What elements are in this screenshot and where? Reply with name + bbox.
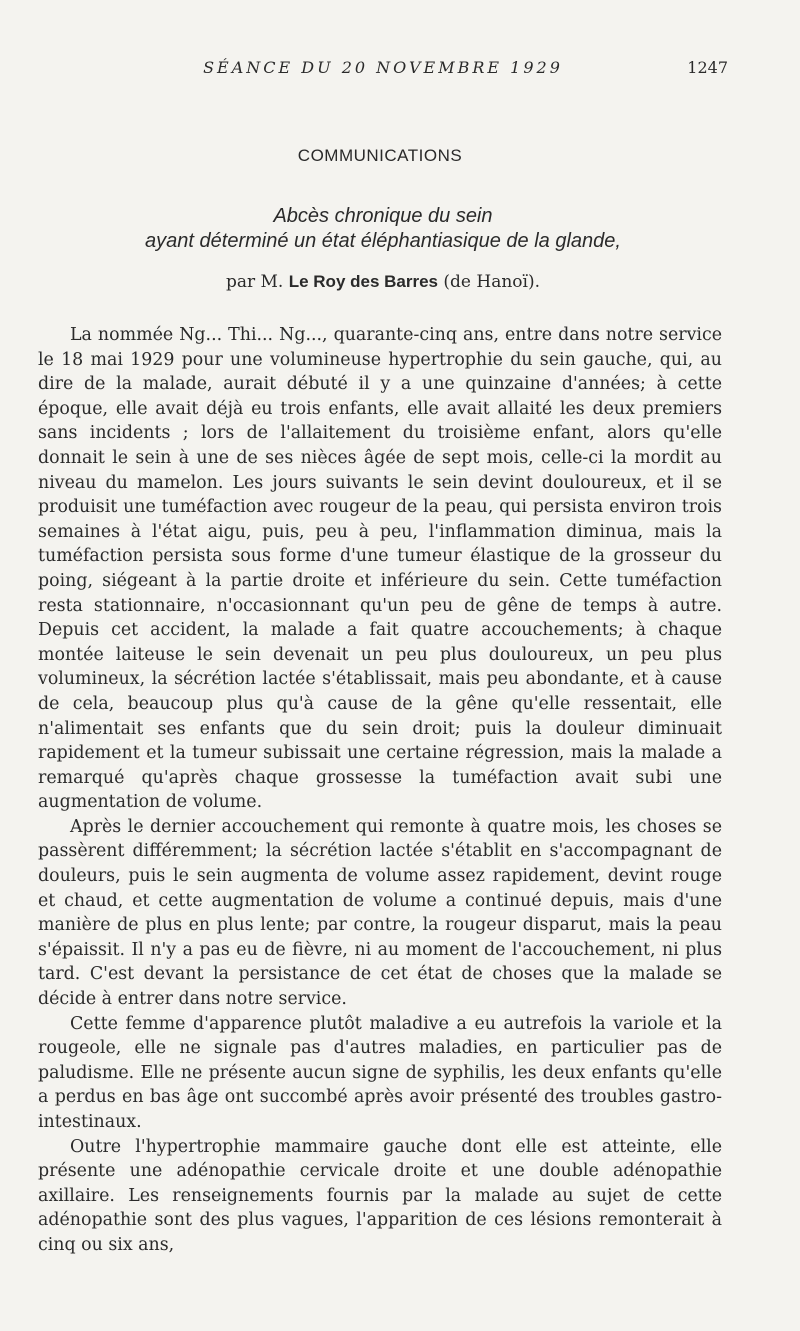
byline: [38, 272, 728, 292]
byline-prefix: par M.: [225, 272, 284, 292]
article-title-line-1: Abcès chronique du sein: [273, 205, 493, 227]
byline-suffix: (de Hanoï).: [443, 272, 541, 292]
section-heading: COMMUNICATIONS: [297, 146, 463, 165]
article-title: [38, 204, 728, 254]
article-title-line-2: ayant déterminé un état éléphantiasique de la glande,: [145, 230, 621, 252]
author-name: Le Roy des Barres: [288, 272, 439, 291]
paragraph: La nommée Ng... Thi... Ng..., quarante-cinq ans, entre dans notre service le 18 mai 1929 pour une volumineuse hypertrophie du sein gauche, qui, au dire de la malade, aurait débuté il y a une quinzaine d'années; à cette époque, elle avait déjà eu trois enfants, elle avait allaité les deux premiers sans incidents ; lors de l'allaitement du troisième enfant, alors qu'elle donnait le sein à une de ses nièces âgée de sept mois, celle-ci la mordit au niveau du mamelon. Les jours suivants le sein devint douloureux, et il se produisit une tuméfaction avec rougeur de la peau, qui persista environ trois semaines à l'état aigu, puis, peu à peu, l'inflammation diminua, mais la tuméfaction persista sous forme d'une tumeur élastique de la grosseur du poing, siégeant à la partie droite et inférieure du sein. Cette tuméfaction resta stationnaire, n'occasionnant qu'un peu de gêne de temps à autre. Depuis cet accident, la malade a fait quatre accouchements; à chaque montée laiteuse le sein devenait un peu plus douloureux, un peu plus volumineux, la sécrétion lactée s'établissait, mais peu abondante, et à cause de cela, beaucoup plus qu'à cause de la gêne qu'elle ressentait, elle n'alimentait ses enfants que du sein droit; puis la douleur diminuait rapidement et la tumeur subissait une certaine régression, mais la malade a remarqué qu'après chaque grossesse la tuméfaction avait subi une augmentation de volume.: [38, 325, 722, 813]
paragraph: Après le dernier accouchement qui remonte à quatre mois, les choses se passèrent différemment; la sécrétion lactée s'établit en s'accompagnant de douleurs, puis le sein augmenta de volume assez rapidement, devint rouge et chaud, et cette augmentation de volume a continué depuis, mais d'une manière de plus en plus lente; par contre, la rougeur disparut, mais la peau s'épaissit. Il n'y a pas eu de fièvre, ni au moment de l'accouchement, ni plus tard. C'est devant la persistance de cet état de choses que la malade se décide à entrer dans notre service.: [38, 816, 722, 1010]
paragraph: Outre l'hypertrophie mammaire gauche dont elle est atteinte, elle présente une adénopathie cervicale droite et une double adénopathie axillaire. Les renseignements fournis par la malade au sujet de cette adénopathie sont des plus vagues, l'apparition de ces lésions remonterait à cinq ou six ans,: [38, 1136, 722, 1255]
running-header: [38, 58, 728, 82]
page-number: 1247: [687, 58, 728, 77]
running-title: SÉANCE DU 20 NOVEMBRE 1929: [203, 58, 563, 77]
paragraph: Cette femme d'apparence plutôt maladive a eu autrefois la variole et la rougeole, elle ne signale pas d'autres maladies, en particulier pas de paludisme. Elle ne présente aucun signe de syphilis, les deux enfants qu'elle a perdus en bas âge ont succombé après avoir présenté des troubles gastro-intestinaux.: [38, 1013, 722, 1132]
article-body: [38, 323, 722, 1258]
